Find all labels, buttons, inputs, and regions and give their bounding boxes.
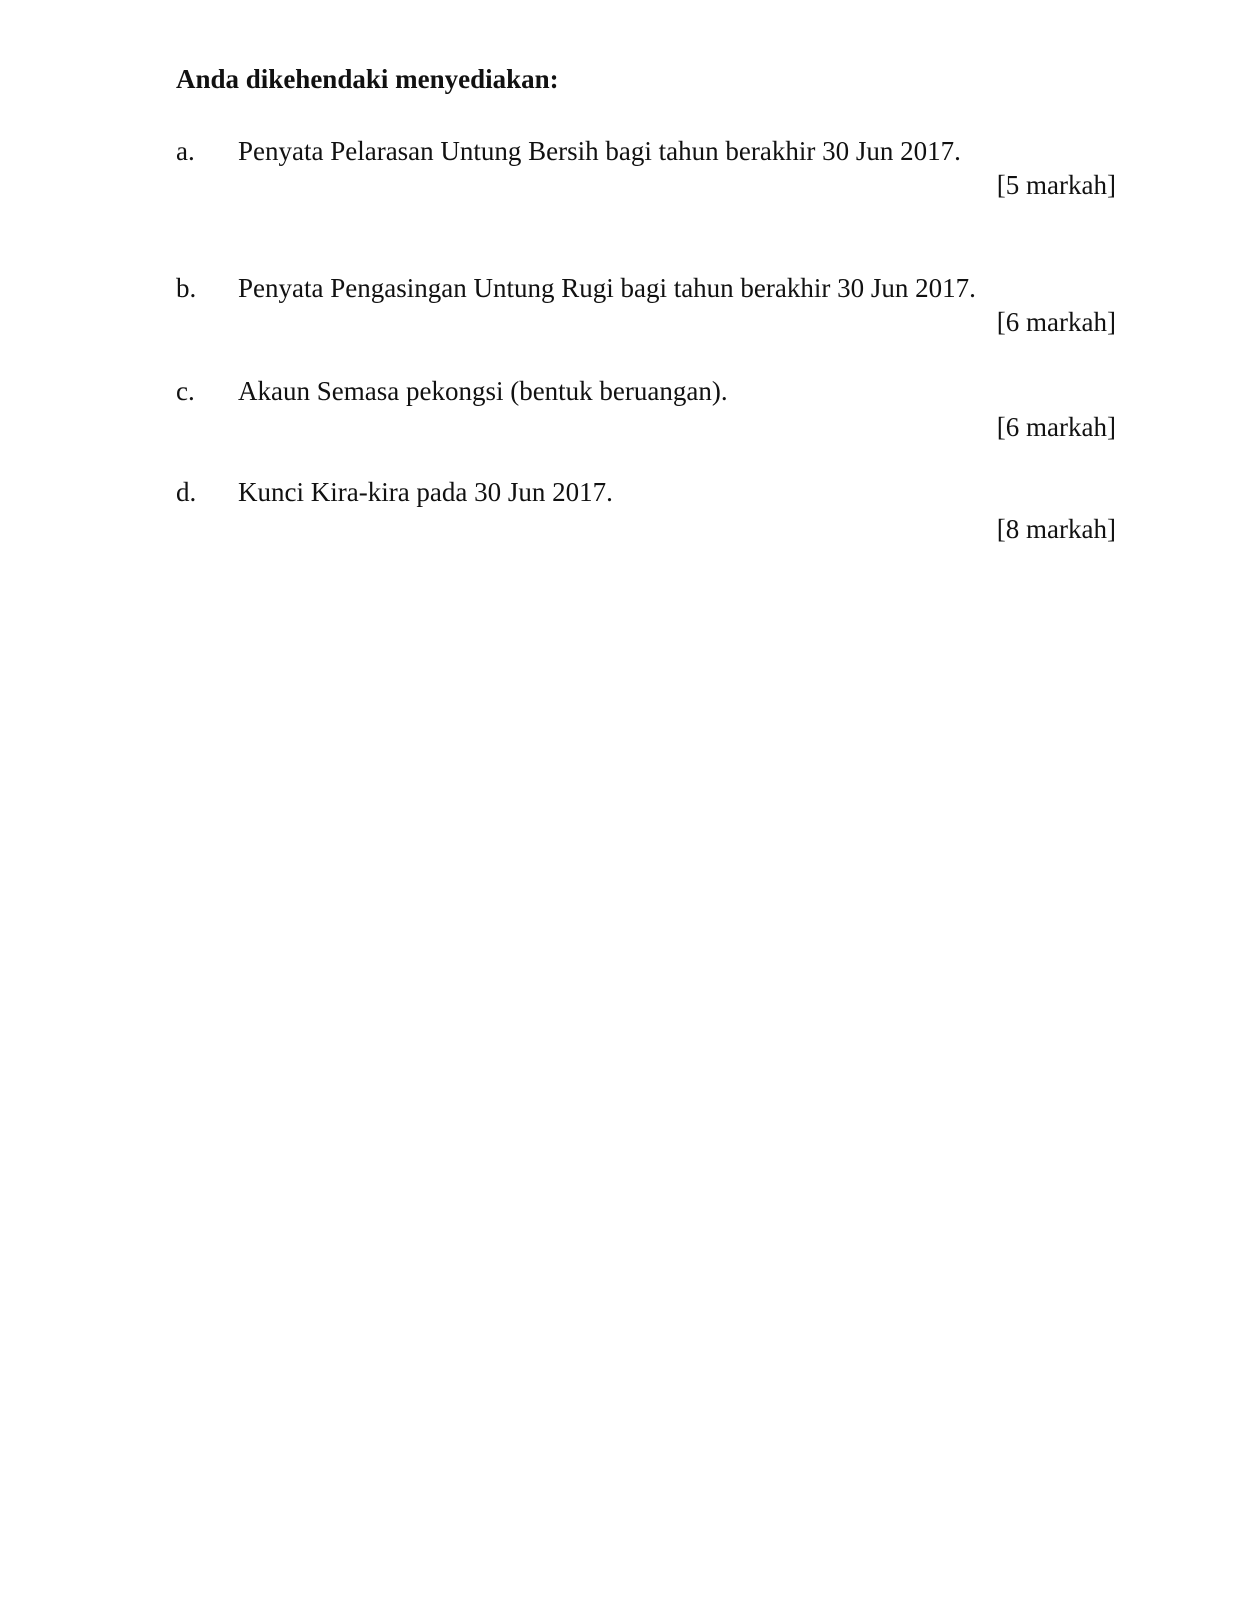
item-marks: [6 markah] [996, 307, 1116, 337]
item-letter: b. [176, 273, 197, 303]
item-text: Kunci Kira-kira pada 30 Jun 2017. [238, 477, 613, 507]
item-marks: [5 markah] [996, 170, 1116, 200]
instruction-heading: Anda dikehendaki menyediakan: [176, 64, 559, 94]
item-text: Penyata Pengasingan Untung Rugi bagi tahun berakhir 30 Jun 2017. [238, 273, 976, 303]
item-letter: a. [176, 136, 195, 166]
item-text: Penyata Pelarasan Untung Bersih bagi tahun berakhir 30 Jun 2017. [238, 136, 961, 166]
item-text: Akaun Semasa pekongsi (bentuk beruangan). [238, 376, 728, 406]
item-marks: [6 markah] [996, 412, 1116, 442]
item-marks: [8 markah] [996, 514, 1116, 544]
item-letter: c. [176, 376, 195, 406]
item-letter: d. [176, 477, 197, 507]
